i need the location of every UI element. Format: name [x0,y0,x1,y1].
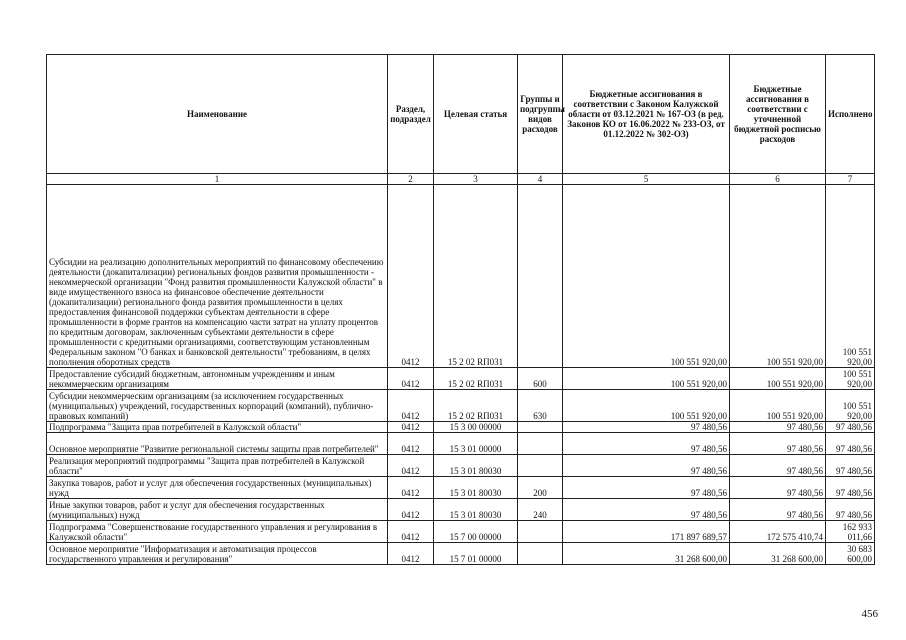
page-number: 456 [861,608,878,620]
row-group: 600 [518,368,563,390]
row-executed: 97 480,56 [826,455,875,477]
header-executed: Исполнено [826,55,875,174]
row-section: 0412 [388,477,434,499]
row-section: 0412 [388,185,434,368]
row-name: Реализация мероприятий подпрограммы "Защита прав потребителей в Калужской области" [47,455,388,477]
column-number: 1 [47,174,388,185]
row-section: 0412 [388,433,434,455]
row-refined: 172 575 410,74 [730,521,826,543]
header-section: Раздел, подраздел [388,55,434,174]
row-target: 15 7 00 00000 [434,521,518,543]
row-name: Предоставление субсидий бюджетным, автономным учреждениям и иным некоммерческим организациям [47,368,388,390]
row-section: 0412 [388,521,434,543]
row-name: Подпрограмма "Совершенствование государственного управления и регулирования в Калужской области" [47,521,388,543]
row-group: 630 [518,390,563,422]
row-law: 100 551 920,00 [563,185,730,368]
row-target: 15 3 01 80030 [434,499,518,521]
row-law: 97 480,56 [563,455,730,477]
row-law: 97 480,56 [563,477,730,499]
row-target: 15 7 01 00000 [434,543,518,565]
row-law: 100 551 920,00 [563,368,730,390]
row-refined: 97 480,56 [730,499,826,521]
row-name: Подпрограмма "Защита прав потребителей в Калужской области" [47,422,388,433]
row-target: 15 3 01 80030 [434,477,518,499]
column-number: 6 [730,174,826,185]
header-row [47,55,875,174]
column-number: 3 [434,174,518,185]
row-section: 0412 [388,422,434,433]
row-refined: 97 480,56 [730,455,826,477]
row-name: Закупка товаров, работ и услуг для обеспечения государственных (муниципальных) нужд [47,477,388,499]
row-name: Субсидии на реализацию дополнительных мероприятий по финансовому обеспечению деятельности (докапитализации) региональных фондов развития промышленности - некоммерческой организации "Фонд развития промышленности Калужской области" в виде имущественного взноса на финансовое обеспечение деятельности (докапитализации) регионального фонда развития промышленности в целях предоставления финансовой поддержки субъектам деятельности в сфере промышленности в форме грантов на компенсацию части затрат на уплату процентов по кредитным договорам, заключенным субъектами деятельности в сфере промышленности с кредитными организациями, соответствующим установленным Федеральным законом "О банках и банковской деятельности" требованиям, в целях пополнения оборотных средств [47,185,388,368]
table-row [47,433,875,455]
row-target: 15 2 02 RП031 [434,390,518,422]
row-law: 100 551 920,00 [563,390,730,422]
row-target: 15 3 01 00000 [434,433,518,455]
table-row [47,368,875,390]
header-target: Целевая статья [434,55,518,174]
row-group [518,433,563,455]
row-group [518,185,563,368]
row-refined: 31 268 600,00 [730,543,826,565]
row-executed: 100 551 920,00 [826,368,875,390]
row-target: 15 2 02 RП031 [434,185,518,368]
row-section: 0412 [388,543,434,565]
row-section: 0412 [388,368,434,390]
row-law: 97 480,56 [563,499,730,521]
row-group [518,543,563,565]
column-number: 2 [388,174,434,185]
row-refined: 97 480,56 [730,422,826,433]
row-group: 240 [518,499,563,521]
row-refined: 100 551 920,00 [730,368,826,390]
row-executed: 162 933 011,66 [826,521,875,543]
row-refined: 100 551 920,00 [730,390,826,422]
row-section: 0412 [388,455,434,477]
row-name: Основное мероприятие "Развитие региональной системы защиты прав потребителей" [47,433,388,455]
row-target: 15 2 02 RП031 [434,368,518,390]
table-row [47,521,875,543]
row-executed: 100 551 920,00 [826,185,875,368]
row-refined: 97 480,56 [730,433,826,455]
header-name: Наименование [47,55,388,174]
row-name: Субсидии некоммерческим организациям (за исключением государственных (муниципальных) учреждений, государственных корпораций (компаний), публично-правовых компаний) [47,390,388,422]
row-executed: 30 683 600,00 [826,543,875,565]
row-group [518,455,563,477]
table-row [47,543,875,565]
table-row [47,499,875,521]
row-refined: 100 551 920,00 [730,185,826,368]
column-number: 5 [563,174,730,185]
header-groups: Группы и подгруппы видов расходов [518,55,563,174]
row-executed: 100 551 920,00 [826,390,875,422]
row-law: 171 897 689,57 [563,521,730,543]
row-group [518,422,563,433]
row-group: 200 [518,477,563,499]
row-executed: 97 480,56 [826,433,875,455]
row-law: 31 268 600,00 [563,543,730,565]
row-section: 0412 [388,390,434,422]
table-row [47,185,875,368]
row-executed: 97 480,56 [826,477,875,499]
row-refined: 97 480,56 [730,477,826,499]
row-name: Основное мероприятие "Информатизация и автоматизация процессов государственного управления и регулирования" [47,543,388,565]
column-number-row [47,174,875,185]
table-row [47,455,875,477]
budget-table [46,54,875,565]
row-group [518,521,563,543]
header-law: Бюджетные ассигнования в соответствии с Законом Калужской области от 03.12.2021 № 167-ОЗ (в ред. Законов КО от 16.06.2022 № 233-ОЗ, от 01.12.2022 № 302-ОЗ) [563,55,730,174]
table-row [47,422,875,433]
row-name: Иные закупки товаров, работ и услуг для обеспечения государственных (муниципальных) нужд [47,499,388,521]
column-number: 4 [518,174,563,185]
row-law: 97 480,56 [563,422,730,433]
row-section: 0412 [388,499,434,521]
table-row [47,390,875,422]
column-number: 7 [826,174,875,185]
row-target: 15 3 00 00000 [434,422,518,433]
row-target: 15 3 01 80030 [434,455,518,477]
table-row [47,477,875,499]
row-law: 97 480,56 [563,433,730,455]
header-refined: Бюджетные ассигнования в соответствии с уточненной бюджетной росписью расходов [730,55,826,174]
row-executed: 97 480,56 [826,422,875,433]
row-executed: 97 480,56 [826,499,875,521]
